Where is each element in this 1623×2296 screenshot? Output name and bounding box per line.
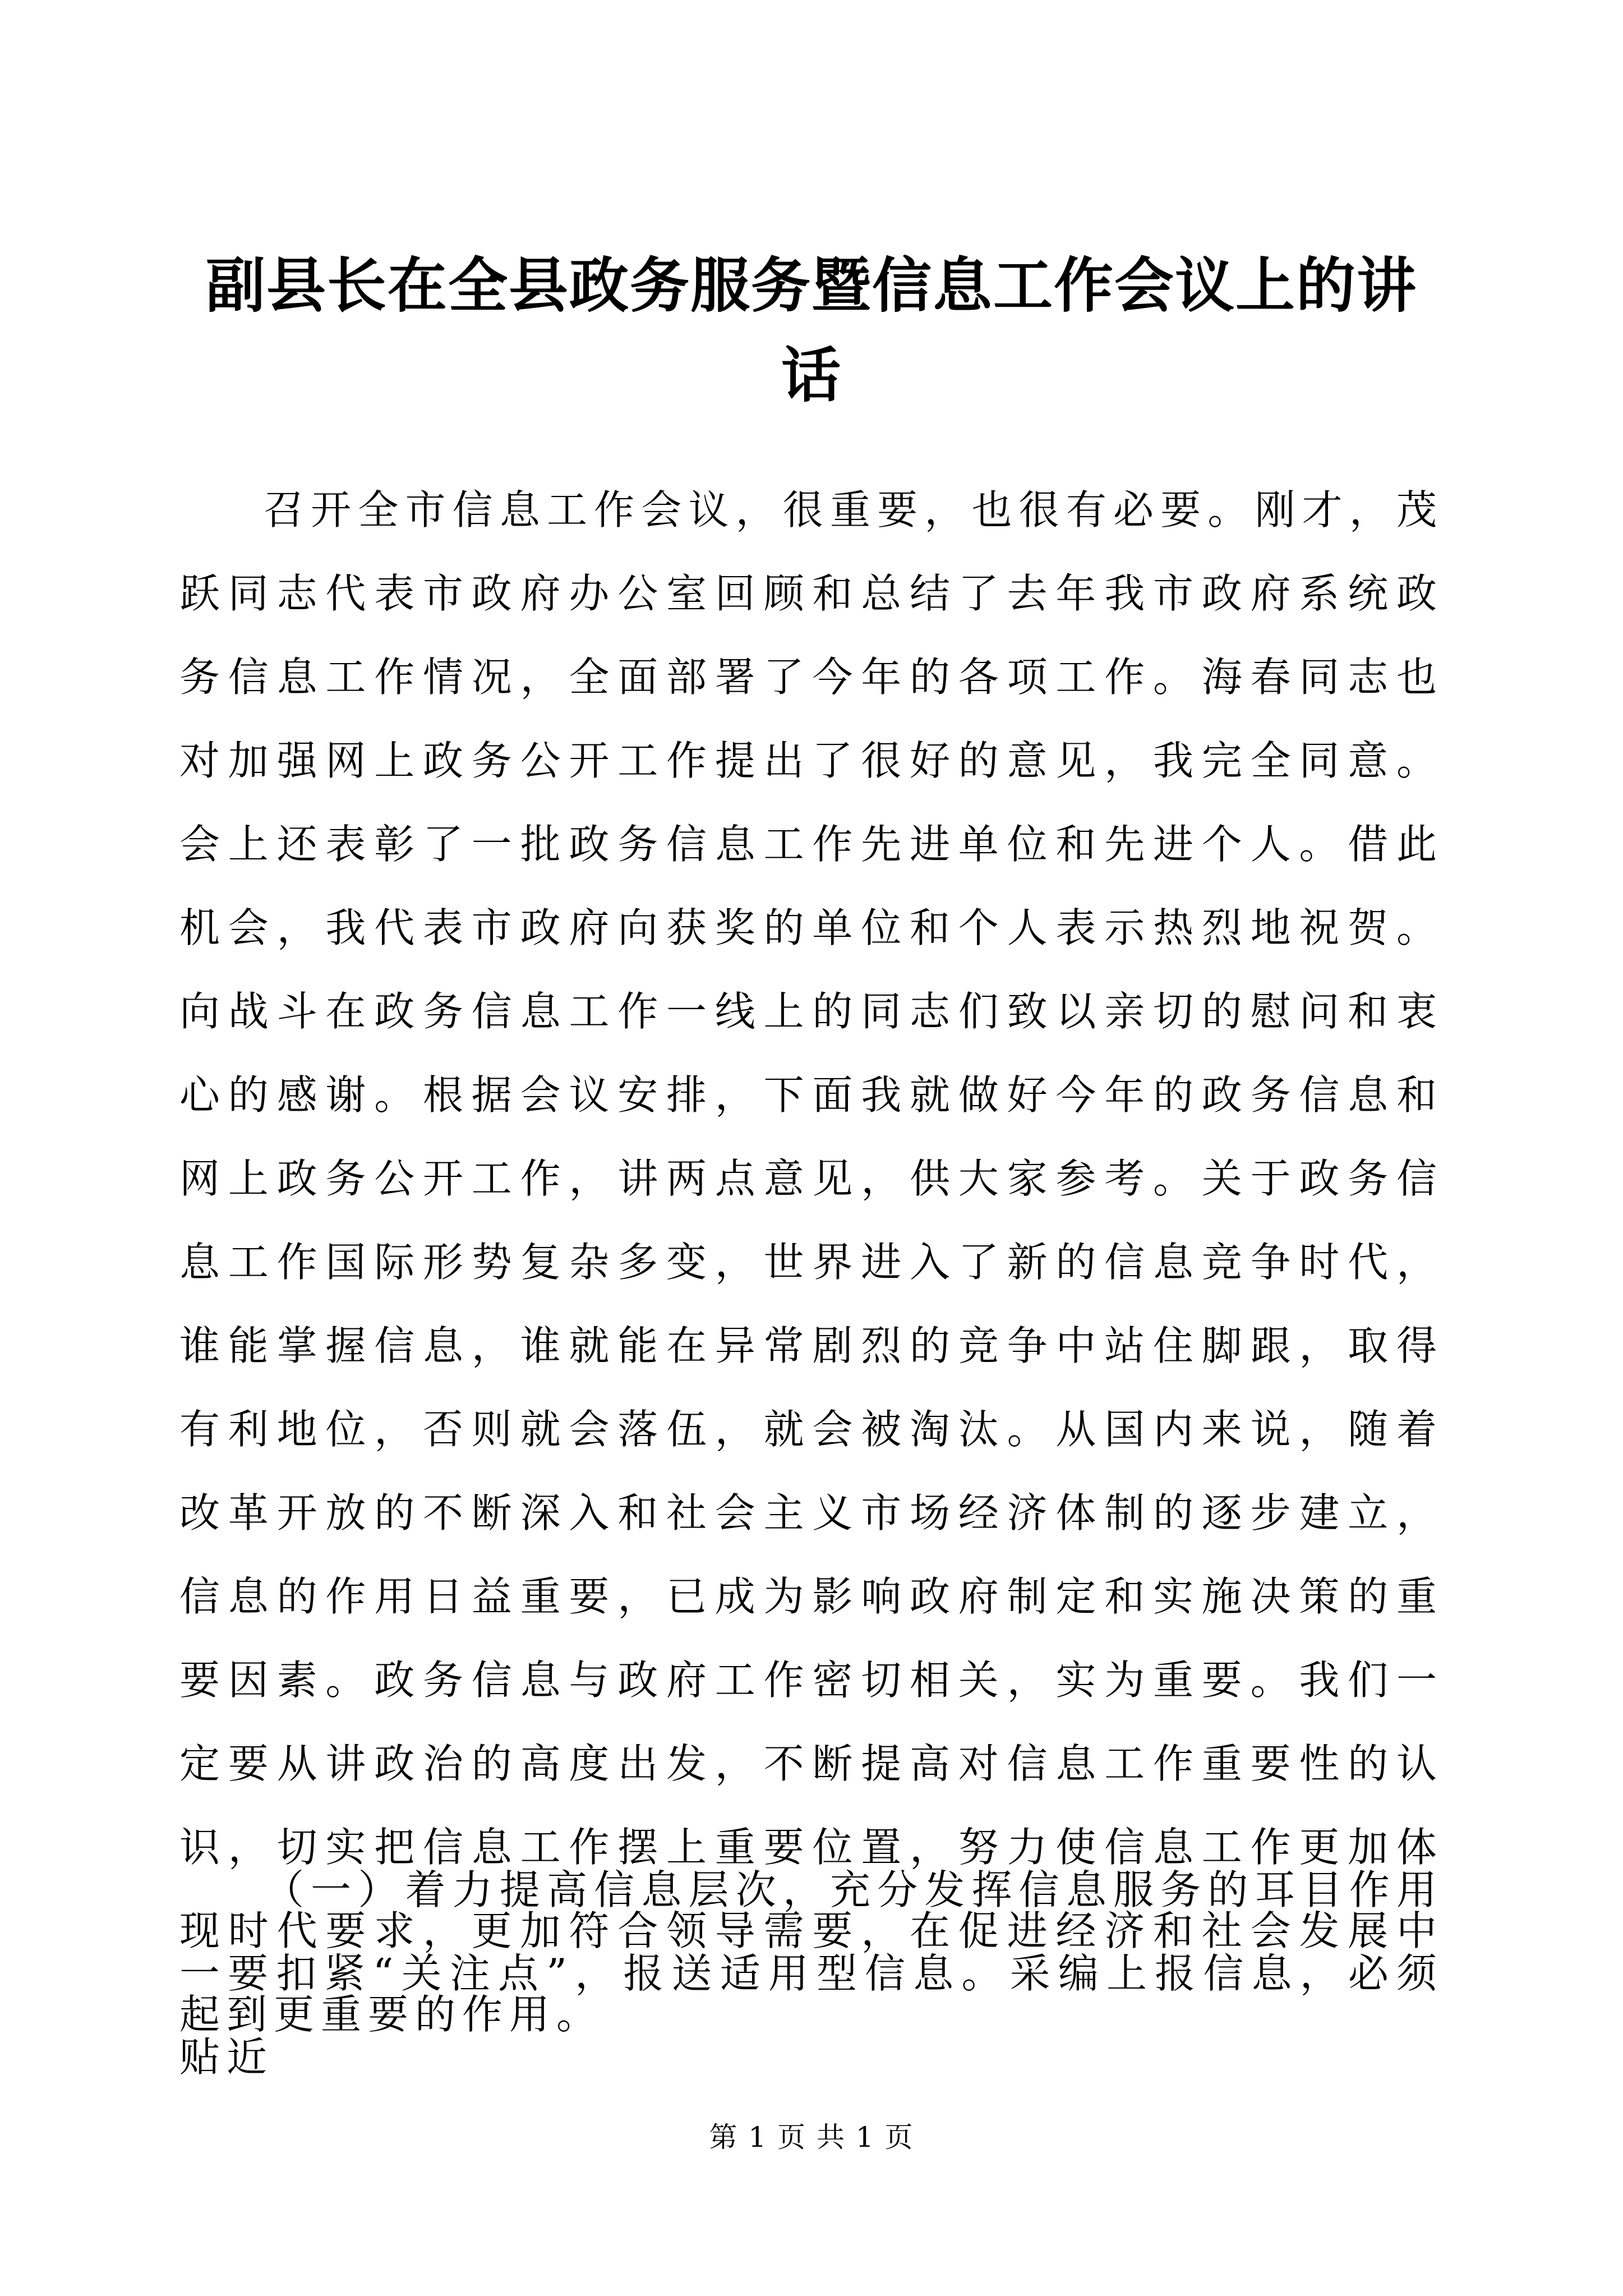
- body-paragraph-1: 召开全市信息工作会议，很重要，也很有必要。刚才，茂跃同志代表市政府办公室回顾和总结了去年我市政府系统政务信息工作情况，全面部署了今年的各项工作。海春同志也对加强网上政务公开工作提出了很好的意见，我完全同意。会上还表彰了一批政务信息工作先进单位和先进个人。借此机会，我代表市政府向获奖的单位和个人表示热烈地祝贺。向战斗在政务信息工作一线上的同志们致以亲切的慰问和衷心的感谢。根据会议安排，下面我就做好今年的政务信息和网上政务公开工作，讲两点意见，供大家参考。关于政务信息工作国际形势复杂多变，世界进入了新的信息竞争时代，谁能掌握信息，谁就能在异常剧烈的竞争中站住脚跟，取得有利地位，否则就会落伍，就会被淘汰。从国内来说，随着改革开放的不断深入和社会主义市场经济体制的逐步建立，信息的作用日益重要，已成为影响政府制定和实施决策的重要因素。政务信息与政府工作密切相关，实为重要。我们一定要从讲政治的高度出发，不断提高对信息工作重要性的认识，切实把信息工作摆上重要位置，努力使信息工作更加体现时代要求，更加符合领导需要，在促进经济和社会发展中起到更重要的作用。: [179, 486, 1444, 2038]
- body-paragraph-2: （一）着力提高信息层次，充分发挥信息服务的耳目作用一要扣紧“关注点”，报送适用型信息。采编上报信息，必须贴近: [179, 1866, 1444, 2081]
- document-title: 副县长在全县政务服务暨信息工作会议上的讲话: [206, 251, 1417, 410]
- page-footer: 第 1 页 共 1 页: [709, 2121, 914, 2154]
